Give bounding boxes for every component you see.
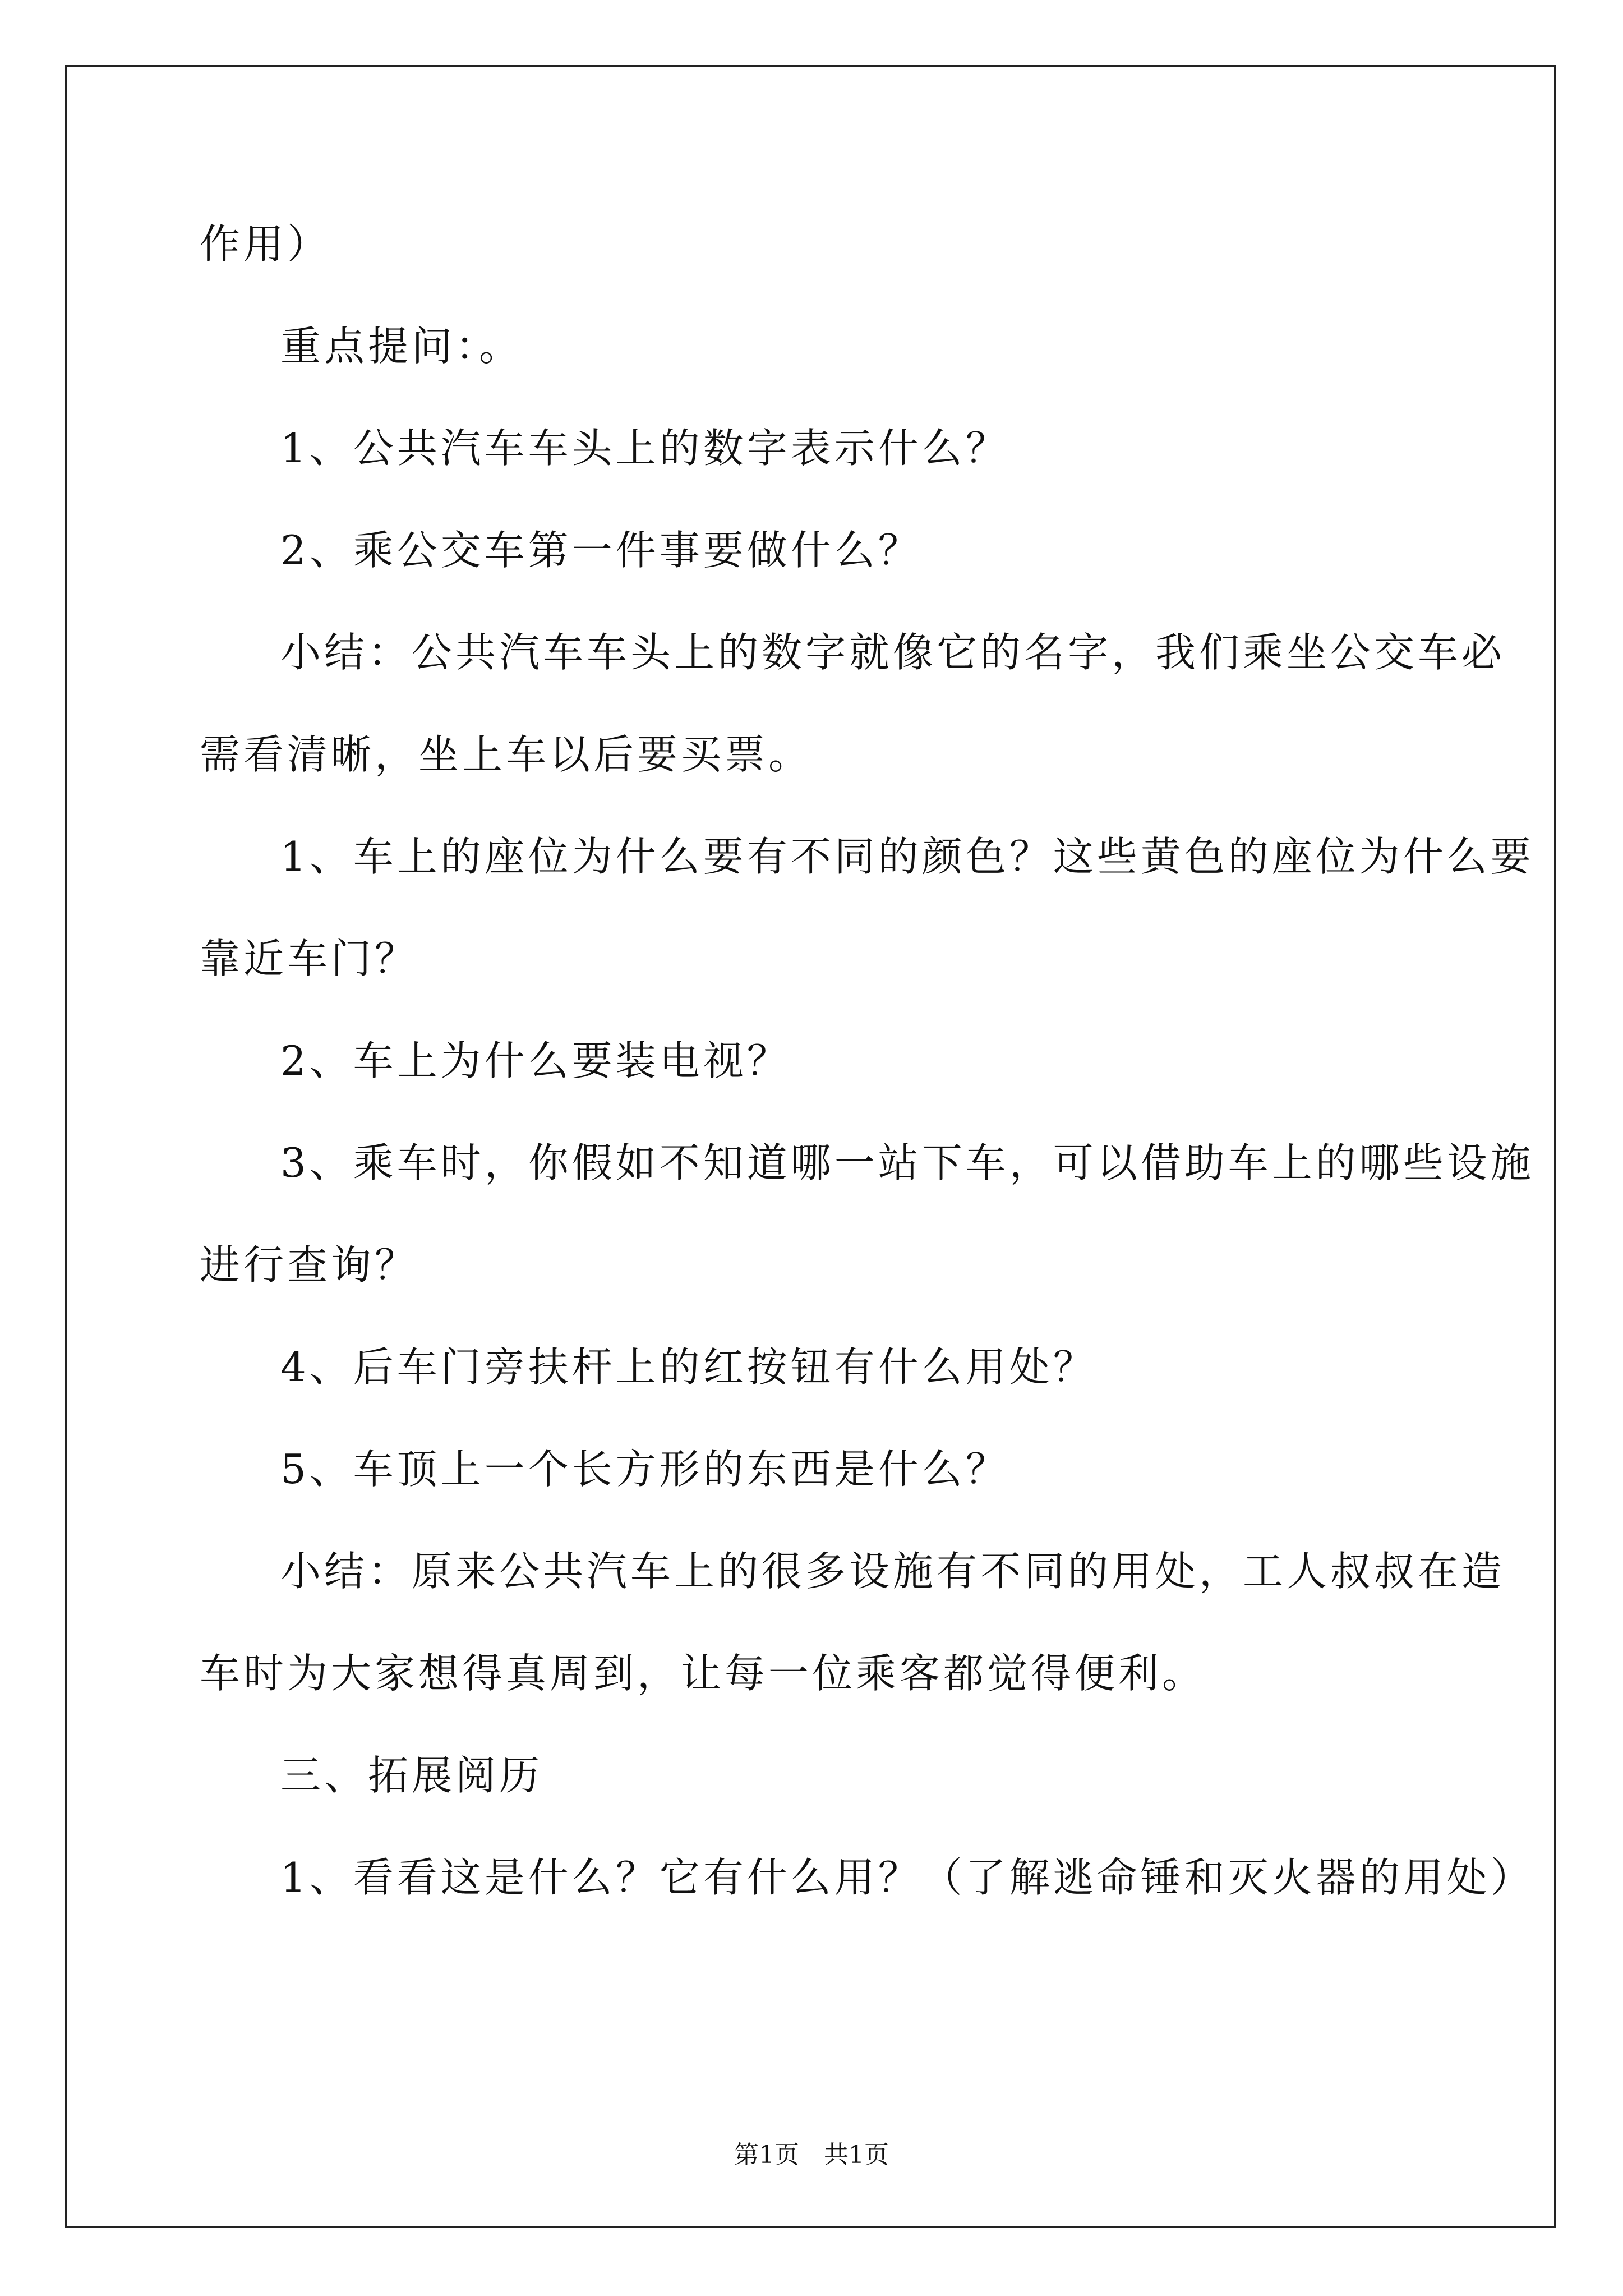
text-line: 2、车上为什么要装电视？ <box>280 1037 791 1084</box>
text-line: 三、拓展阅历 <box>280 1752 543 1799</box>
text-line: 作用） <box>200 220 331 268</box>
text-line: 1、看看这是什么？它有什么用？（了解逃命锤和灭火器的用处） <box>280 1854 1534 1901</box>
text-line: 2、乘公交车第一件事要做什么？ <box>280 527 922 574</box>
text-line: 重点提问：。 <box>280 323 523 370</box>
text-line: 进行查询？ <box>200 1241 419 1289</box>
text-line: 车时为大家想得真周到，让每一位乘客都觉得便利。 <box>200 1650 1206 1697</box>
page-number: 第1页 共1页 <box>734 2141 889 2169</box>
text-line: 需看清晰，坐上车以后要买票。 <box>200 731 813 778</box>
text-line: 靠近车门？ <box>200 935 419 982</box>
text-line: 4、后车门旁扶杆上的红按钮有什么用处？ <box>280 1343 1097 1391</box>
text-line: 小结：原来公共汽车上的很多设施有不同的用处，工人叔叔在造 <box>280 1548 1506 1595</box>
text-line: 3、乘车时，你假如不知道哪一站下车，可以借助车上的哪些设施 <box>280 1139 1534 1186</box>
text-line: 1、公共汽车车头上的数字表示什么？ <box>280 425 1009 472</box>
text-line: 5、车顶上一个长方形的东西是什么？ <box>280 1446 1009 1493</box>
text-line: 1、车上的座位为什么要有不同的颜色？这些黄色的座位为什么要 <box>280 833 1534 880</box>
text-line: 小结：公共汽车车头上的数字就像它的名字，我们乘坐公交车必 <box>280 629 1506 676</box>
